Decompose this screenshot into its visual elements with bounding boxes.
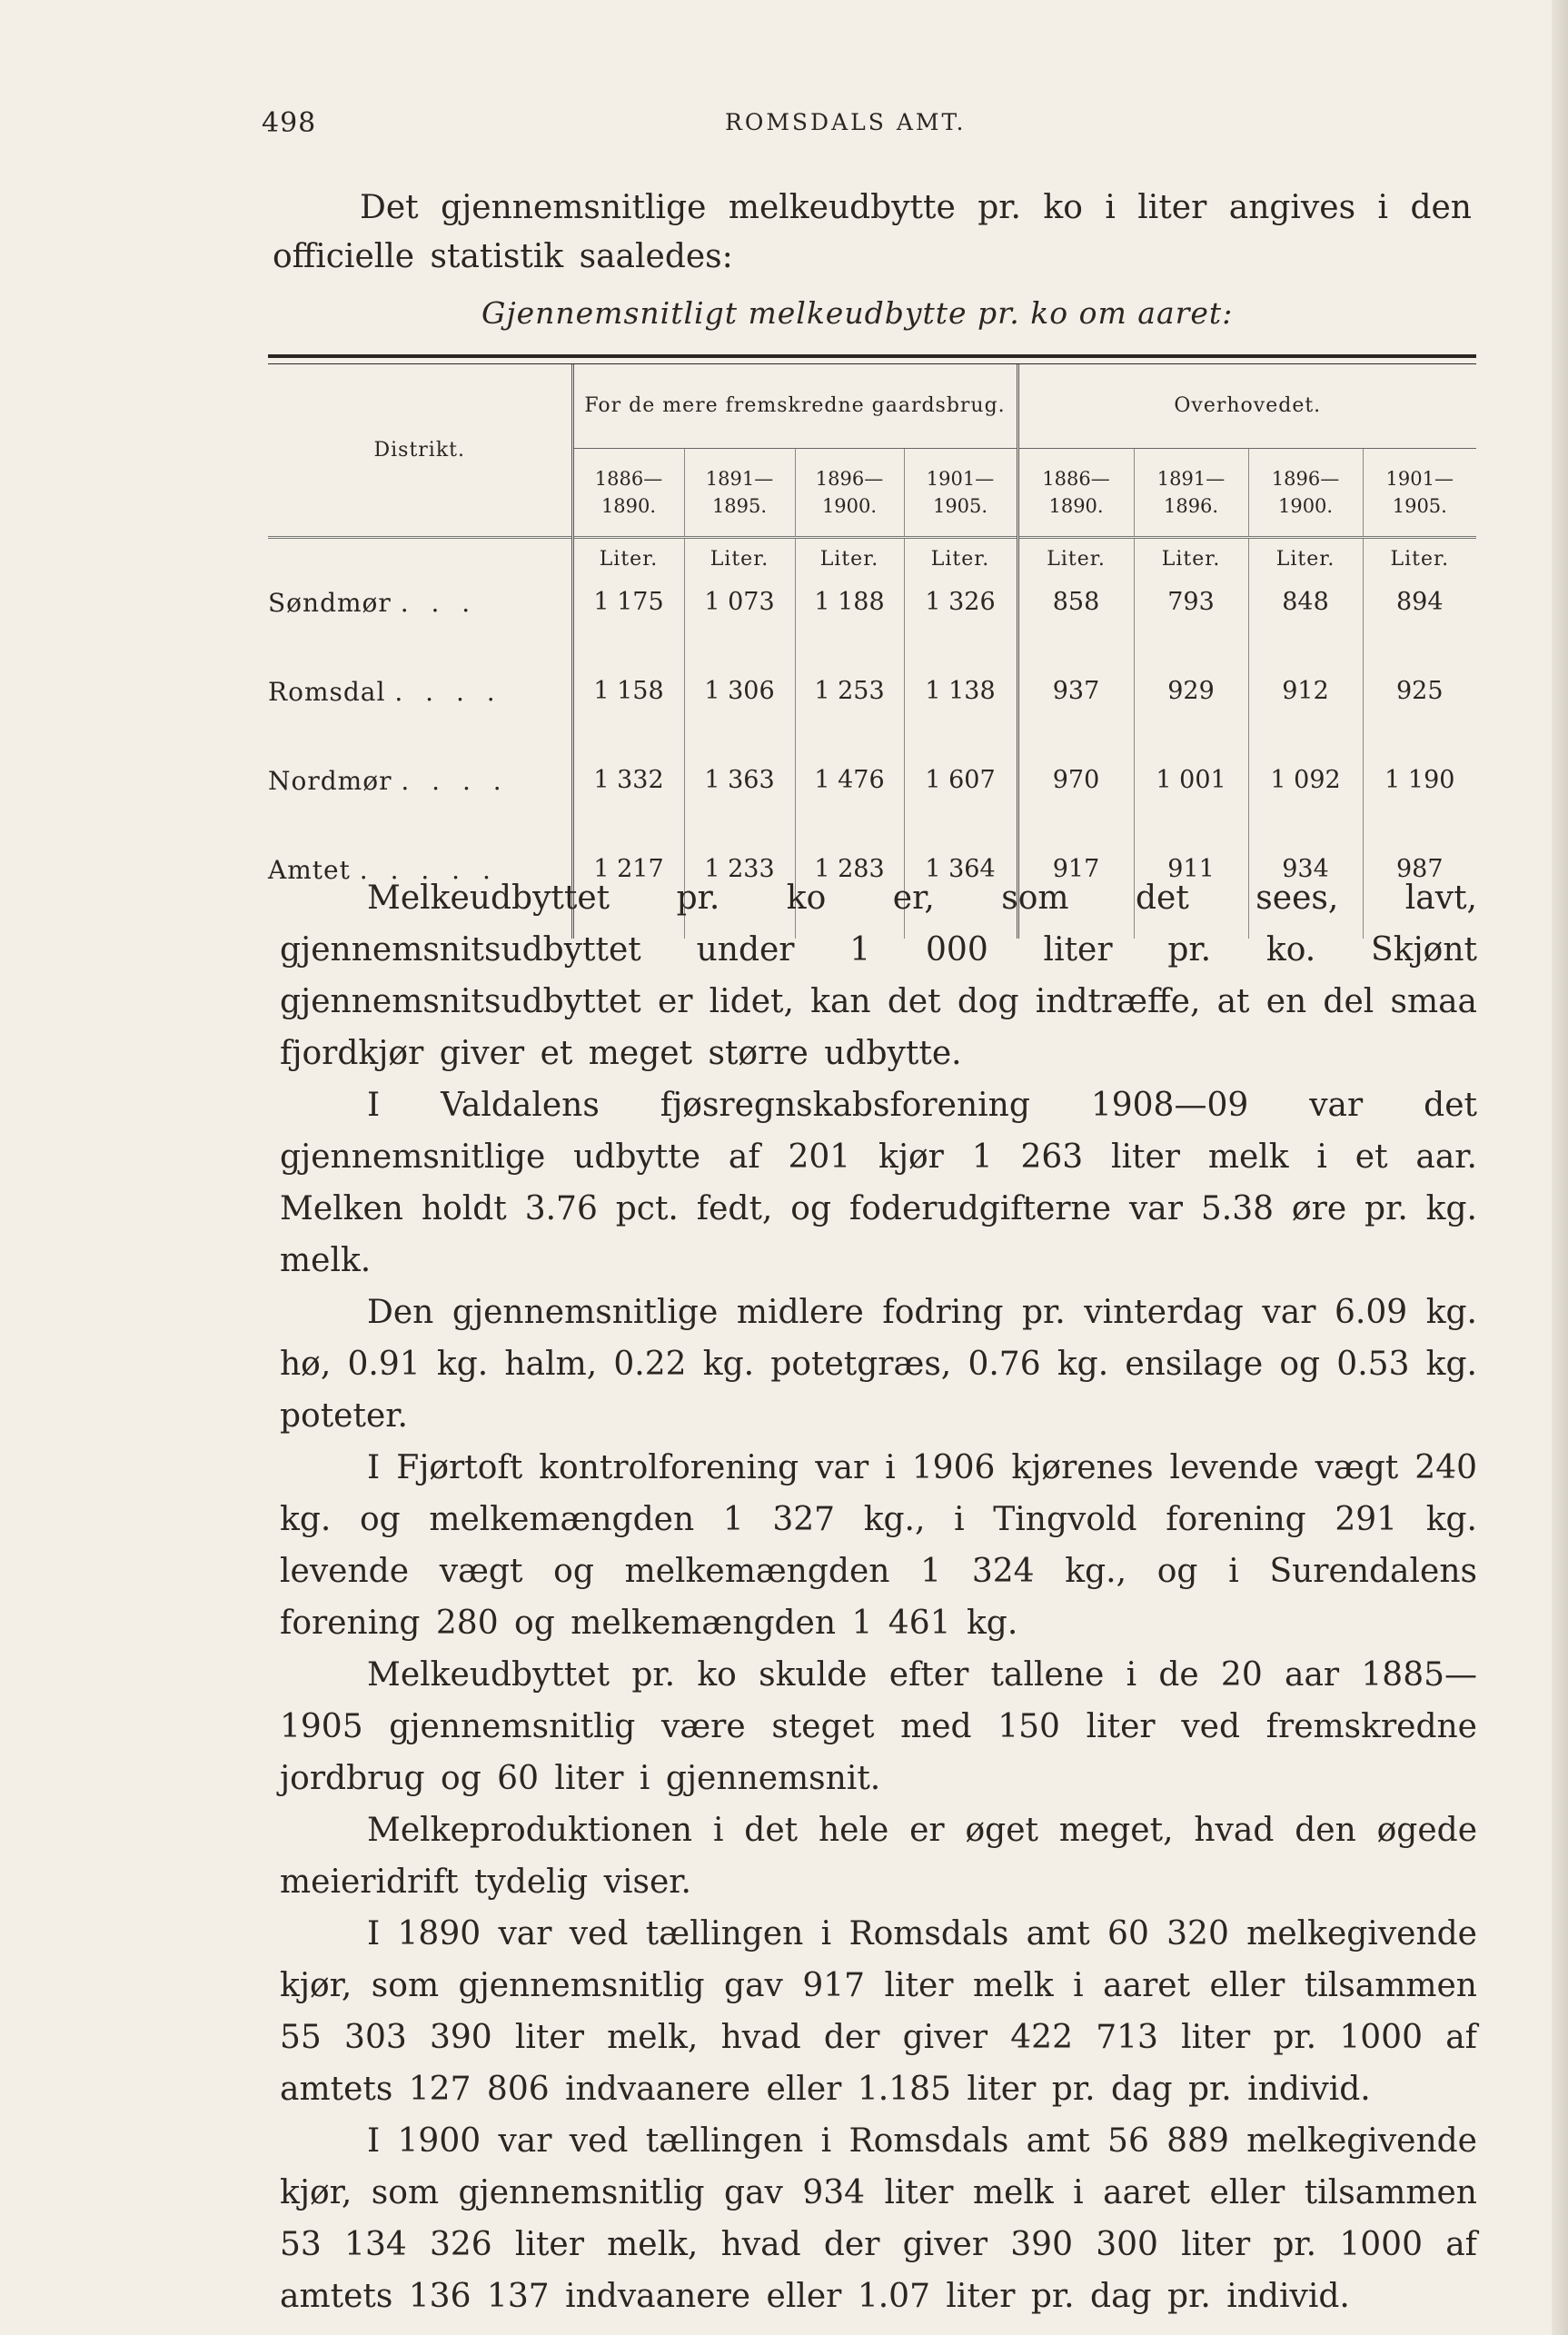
table-cell: 912 [1248, 671, 1363, 760]
table-cell: 937 [1017, 671, 1134, 760]
table-row [268, 671, 1476, 760]
table-cell: 894 [1396, 588, 1444, 616]
table-cell: 929 [1134, 671, 1248, 760]
unit-label: Liter. [572, 538, 684, 580]
page-edge [1552, 0, 1568, 2335]
leader-dots: . . . [400, 588, 478, 618]
table-cell: 848 [1248, 579, 1363, 671]
period-header: 1891— 1896. [1134, 449, 1248, 538]
period-header: 1886— 1890. [572, 449, 684, 538]
paragraph: Melkeproduktionen i det hele er øget meget, hvad den øgede meieridrift tydelig viser. [280, 1812, 1477, 1901]
intro-text: Det gjennemsnitlige melkeudbytte pr. ko i liter angives i den officielle statistik saaledes: [273, 189, 1472, 275]
table-cell: 925 [1396, 677, 1444, 705]
milk-yield-table [268, 354, 1476, 939]
table-cell: 1 190 [1384, 766, 1455, 794]
table-cell: 793 [1134, 579, 1248, 671]
row-label [268, 579, 572, 671]
table-cell: 1 283 [795, 850, 904, 939]
period-header: 1896— 1900. [795, 449, 904, 538]
table-cell: 1 476 [795, 760, 904, 850]
table-cell: 1 233 [684, 850, 795, 939]
paragraph: I 1890 var ved tællingen i Romsdals amt 60 320 melkegivende kjør, som gjennemsnitlig gav 917 liter melk i aaret eller tilsammen 55 303 390 liter melk, hvad der giver 422 713 liter pr. 1000 af amtets 127 806 indvaanere eller 1.185 liter pr. dag pr. individ. [280, 1915, 1477, 2108]
table-cell: 1 326 [904, 579, 1017, 671]
unit-label: Liter. [1134, 538, 1248, 580]
unit-label: Liter. [795, 538, 904, 580]
table-header-row [268, 364, 1476, 449]
row-label [268, 671, 572, 760]
distrikt-header: Distrikt. [268, 364, 572, 538]
table-caption: Gjennemsnitligt melkeudbytte pr. ko om aaret: [481, 295, 1234, 331]
table-cell: 917 [1017, 850, 1134, 939]
leader-dots: . . . . [401, 766, 509, 796]
paragraph: I Fjørtoft kontrolforening var i 1906 kjørenes levende vægt 240 kg. og melkemængden 1 327 kg., i Tingvold forening 291 kg. levende vægt og melkemængden 1 324 kg., og i Surendalens forening 280 og melkemængden 1 461 kg. [280, 1449, 1477, 1642]
table-cell: 858 [1017, 579, 1134, 671]
paragraph: I Valdalens fjøsregnskabsforening 1908—09 var det gjennemsnitlige udbytte af 201 kjør 1 263 liter melk i et aar. Melken holdt 3.76 pct. fedt, og foderudgifterne var 5.38 øre pr. kg. melk. [280, 1087, 1477, 1279]
page-number: 498 [262, 107, 317, 139]
unit-label: Liter. [684, 538, 795, 580]
paragraph: Den gjennemsnitlige midlere fodring pr. vinterdag var 6.09 kg. hø, 0.91 kg. halm, 0.22 kg. potetgræs, 0.76 kg. ensilage og 0.53 kg. poteter. [280, 1294, 1477, 1435]
unit-label: Liter. [1017, 538, 1134, 580]
group-header-overall: Overhovedet. [1017, 364, 1476, 449]
table-cell: 970 [1017, 760, 1134, 850]
table-cell: 1 138 [904, 671, 1017, 760]
table-cell: 1 364 [904, 850, 1017, 939]
unit-label: Liter. [1363, 538, 1476, 580]
table-cell: 1 332 [572, 760, 684, 850]
table-cell: 1 306 [684, 671, 795, 760]
period-header: 1901— 1905. [904, 449, 1017, 538]
table-cell: 987 [1396, 855, 1444, 883]
leader-dots: . . . . [394, 677, 502, 707]
table-cell: 1 073 [684, 579, 795, 671]
table-top-rule [268, 354, 1476, 358]
unit-label: Liter. [904, 538, 1017, 580]
table-cell: 1 001 [1134, 760, 1248, 850]
group-header-advanced: For de mere fremskredne gaardsbrug. [572, 364, 1017, 449]
table-cell: 1 607 [904, 760, 1017, 850]
period-header: 1896— 1900. [1248, 449, 1363, 538]
table-cell: 911 [1134, 850, 1248, 939]
table-row [268, 760, 1476, 850]
period-header: 1886— 1890. [1017, 449, 1134, 538]
district-name: Romsdal [268, 677, 386, 707]
district-name: Søndmør [268, 588, 392, 618]
table-cell: 934 [1248, 850, 1363, 939]
period-header: 1901— 1905. [1385, 468, 1454, 517]
district-name: Nordmør [268, 766, 392, 796]
period-header: 1891— 1895. [684, 449, 795, 538]
table-cell: 1 217 [572, 850, 684, 939]
page-header [262, 107, 1470, 144]
leader-dots: . . . . . [359, 855, 498, 885]
data-table [268, 364, 1476, 939]
district-name: Amtet [268, 855, 351, 885]
paragraph: Melkeudbyttet pr. ko er, som det sees, lavt, gjennemsnitsudbyttet under 1 000 liter pr. ko. Skjønt gjennemsnitsudbyttet er lidet, kan det dog indtræffe, at en del smaa fjordkjør giver et meget større udbytte. [280, 879, 1477, 1072]
unit-row [268, 538, 1476, 580]
intro-paragraph [273, 184, 1472, 282]
table-cell: 1 158 [572, 671, 684, 760]
running-head: ROMSDALS AMT. [725, 109, 967, 135]
table-cell: 1 253 [795, 671, 904, 760]
unit-label: Liter. [1248, 538, 1363, 580]
paragraph: I 1900 var ved tællingen i Romsdals amt 56 889 melkegivende kjør, som gjennemsnitlig gav 934 liter melk i aaret eller tilsammen 53 134 326 liter melk, hvad der giver 390 300 liter pr. 1000 af amtets 136 137 indvaanere eller 1.07 liter pr. dag pr. individ. [280, 2122, 1477, 2315]
table-cell: 1 188 [795, 579, 904, 671]
row-label [268, 760, 572, 850]
table-cell: 1 363 [684, 760, 795, 850]
table-cell: 1 092 [1248, 760, 1363, 850]
unit-spacer [268, 538, 572, 580]
body-text [280, 872, 1477, 2322]
table-cell: 1 175 [572, 579, 684, 671]
paragraph: Melkeudbyttet pr. ko skulde efter tallene i de 20 aar 1885—1905 gjennemsnitlig være steget med 150 liter ved fremskredne jordbrug og 60 liter i gjennemsnit. [280, 1656, 1477, 1797]
table-row [268, 579, 1476, 671]
